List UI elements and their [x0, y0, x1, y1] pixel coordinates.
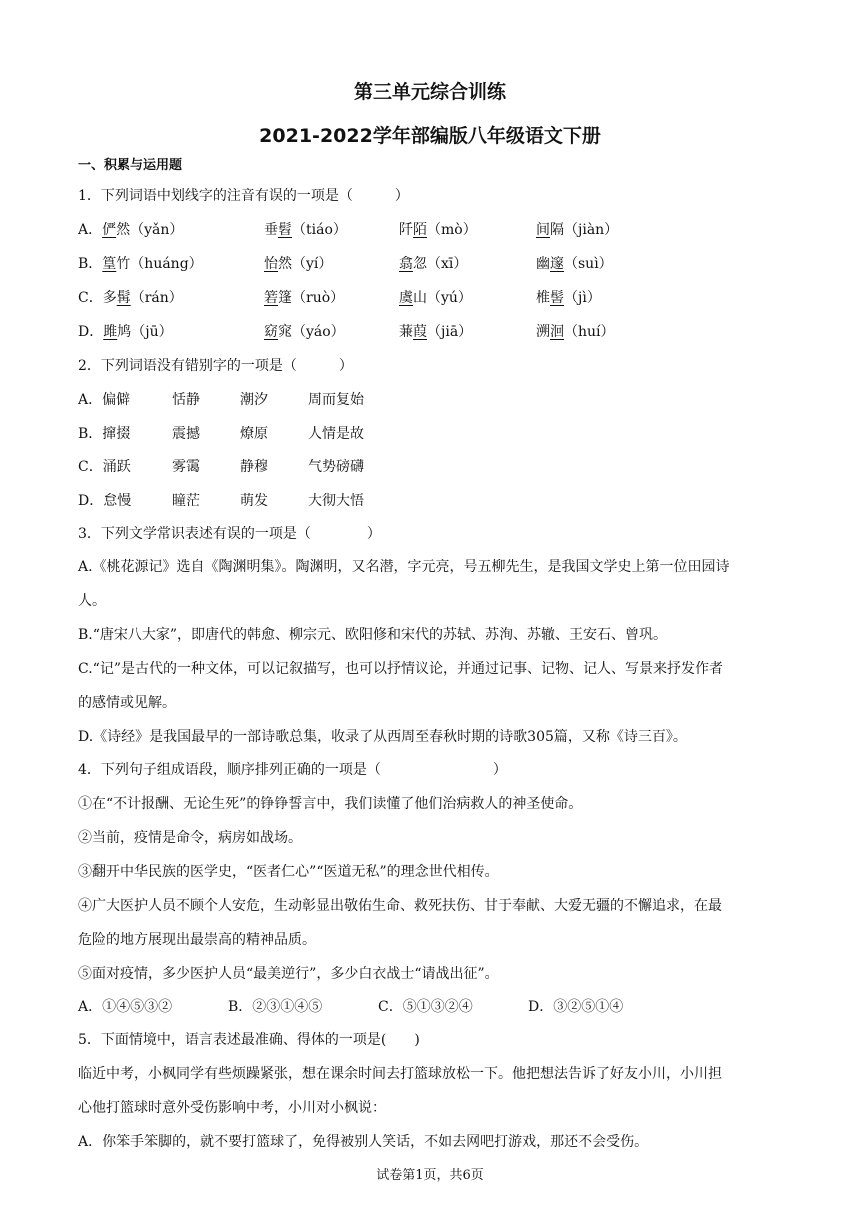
option-word: 静穆	[240, 459, 268, 475]
option-word: 幽邃（suì）	[536, 256, 613, 272]
option-word: 气势磅礴	[308, 459, 364, 475]
question-5-stem: 5．下面情境中，语言表述最准确、得体的一项是( )	[78, 1032, 420, 1048]
text-line: 心他打篮球时意外受伤影响中考，小川对小枫说：	[78, 1100, 386, 1116]
option-word: D．怠慢	[78, 493, 132, 509]
option-word: 垂髫（tiáo）	[264, 222, 347, 238]
underlined-char: 髯	[116, 290, 131, 306]
option-choice: C．⑤①③②④	[378, 999, 473, 1015]
text-line: 的感情或见解。	[78, 695, 176, 711]
option-choice: B．②③①④⑤	[228, 999, 323, 1015]
text-line: 临近中考，小枫同学有些烦躁紧张，想在课余时间去打篮球放松一下。他把想法告诉了好友小川，小川担	[78, 1066, 722, 1082]
option-word: 燎原	[240, 426, 268, 442]
underlined-char: 箬	[264, 290, 278, 306]
underlined-char: 髫	[278, 222, 292, 238]
option-word: 阡陌（mò）	[399, 222, 477, 238]
option-word: 周而复始	[308, 392, 364, 408]
question-3-stem: 3．下列文学常识表述有误的一项是（ ）	[78, 526, 381, 542]
option-word: 雾霭	[172, 459, 200, 475]
underlined-char: 怡	[264, 256, 278, 272]
option-word: 怡然（yí）	[264, 256, 333, 272]
text-line: A．你笨手笨脚的，就不要打篮球了，免得被别人笑话，不如去网吧打游戏，那还不会受伤。	[78, 1134, 649, 1150]
text-line: 危险的地方展现出最崇高的精神品质。	[78, 932, 316, 948]
option-word: C．多髯（rán）	[78, 290, 183, 306]
text-line: ①在“不计报酬、无论生死”的铮铮誓言中，我们读懂了他们治病救人的神圣使命。	[78, 796, 583, 812]
underlined-char: 篁	[102, 256, 117, 272]
text-line: C.“记”是古代的一种文体，可以记叙描写，也可以抒情议论，并通过记事、记物、记人、写景来抒发作者	[78, 661, 723, 677]
option-choice: D．③②⑤①④	[528, 999, 624, 1015]
underlined-char: 陌	[413, 222, 427, 238]
option-word: 恬静	[172, 392, 200, 408]
underlined-char: 虞	[399, 290, 413, 306]
option-word: 人情是故	[308, 426, 364, 442]
option-word: 虞山（yú）	[399, 290, 472, 306]
underlined-char: 髻	[550, 290, 564, 306]
option-word: 溯洄（huí）	[536, 324, 615, 340]
underlined-char: 窈	[264, 324, 278, 340]
option-word: 箬篷（ruò）	[264, 290, 345, 306]
text-line: ②当前，疫情是命令，病房如战场。	[78, 830, 302, 846]
option-word: 震撼	[172, 426, 200, 442]
option-word: 椎髻（jì）	[536, 290, 601, 306]
option-word: 潮汐	[240, 392, 268, 408]
option-word: 间隔（jiàn）	[536, 222, 619, 238]
option-word: A．俨然（yǎn）	[78, 222, 184, 238]
page-subtitle: 2021-2022学年部编版八年级语文下册	[259, 125, 601, 147]
option-word: 瞳茫	[172, 493, 200, 509]
underlined-char: 间	[536, 222, 550, 238]
text-line: A.《桃花源记》选自《陶渊明集》。陶渊明，又名潜，字元亮，号五柳先生，是我国文学史上第一位田园诗	[78, 559, 730, 575]
option-word: A．偏僻	[78, 392, 131, 408]
option-word: C．涌跃	[78, 459, 131, 475]
text-line: ④广大医护人员不顾个人安危，生动彰显出敬佑生命、救死扶伤、甘于奉献、大爱无疆的不懈追求，在最	[78, 898, 722, 914]
text-line: B.“唐宋八大家”，即唐代的韩愈、柳宗元、欧阳修和宋代的苏轼、苏洵、苏辙、王安石、曾巩。	[78, 627, 668, 643]
option-choice: A．①④⑤③②	[78, 999, 173, 1015]
option-word: B．撺掇	[78, 426, 131, 442]
underlined-char: 雎	[103, 324, 118, 340]
section-heading: 一、积累与运用题	[78, 158, 183, 173]
question-1-stem: 1．下列词语中划线字的注音有误的一项是（ ）	[78, 188, 409, 204]
underlined-char: 葭	[413, 324, 427, 340]
text-line: ③翻开中华民族的医学史，“医者仁心”“医道无私”的理念世代相传。	[78, 864, 499, 880]
option-word: 萌发	[240, 493, 268, 509]
underlined-char: 俨	[102, 222, 117, 238]
option-word: B．篁竹（huáng）	[78, 256, 203, 272]
underlined-char: 翕	[399, 256, 413, 272]
option-word: 窈窕（yáo）	[264, 324, 345, 340]
text-line: ⑤面对疫情，多少医护人员“最美逆行”，多少白衣战士“请战出征”。	[78, 966, 499, 982]
option-word: 大彻大悟	[308, 493, 364, 509]
underlined-char: 邃	[550, 256, 564, 272]
option-word: 蒹葭（jiā）	[399, 324, 473, 340]
text-line: D.《诗经》是我国最早的一部诗歌总集，收录了从西周至春秋时期的诗歌305篇，又称《诗三百》。	[78, 729, 687, 745]
option-word: D．雎鸠（jū）	[78, 324, 173, 340]
question-2-stem: 2．下列词语没有错别字的一项是（ ）	[78, 358, 353, 374]
page-footer: 试卷第1页，共6页	[376, 1168, 484, 1183]
question-4-stem: 4．下列句子组成语段，顺序排列正确的一项是（ ）	[78, 762, 507, 778]
text-line: 人。	[78, 593, 106, 609]
underlined-char: 洄	[550, 324, 564, 340]
page-title: 第三单元综合训练	[353, 81, 506, 103]
option-word: 翕忽（xī）	[399, 256, 468, 272]
